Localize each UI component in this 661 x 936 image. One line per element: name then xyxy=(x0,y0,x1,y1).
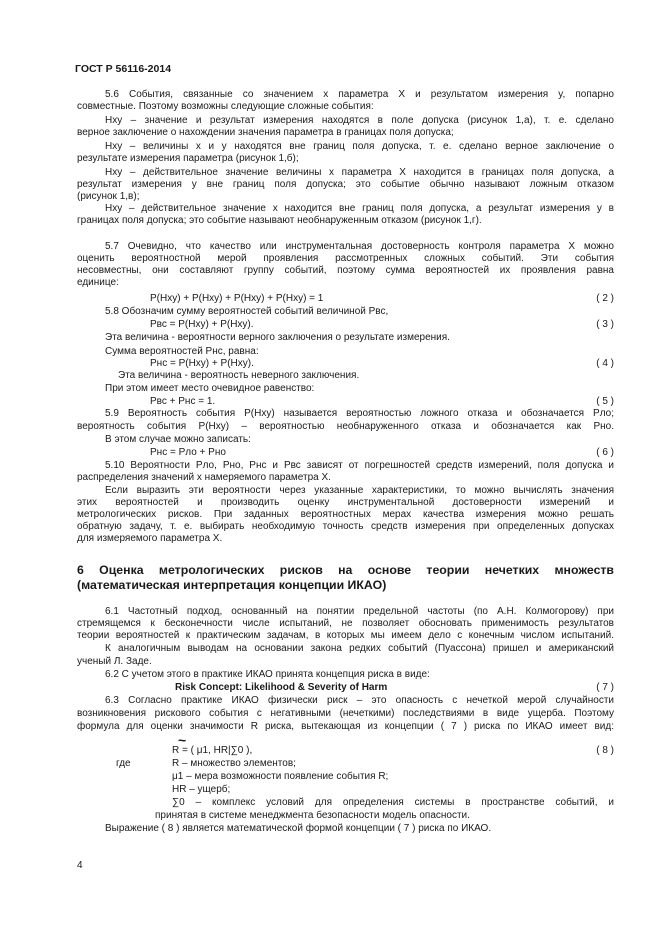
text-line: оценить вероятностной мерой проявления рассмотренных сложных событий. Эти события xyxy=(77,253,614,264)
text-line: (рисунок 1,в); xyxy=(77,191,140,202)
text-line: 5.8 Обозначим сумму вероятностей событий величиной Pвс, xyxy=(105,306,389,317)
text-line: 5.6 События, связанные со значением x параметра X и результатом измерения y, попарно xyxy=(105,89,614,100)
section-title: (математическая интерпретация концепции ИКАО) xyxy=(77,578,387,592)
text-line: В этом случае можно записать: xyxy=(105,434,251,445)
text-line: верное заключение о нахождении значения параметра в границах поля допуска; xyxy=(77,127,454,138)
formula-5: Pвс + Pнс = 1. xyxy=(150,396,216,407)
where-label: где xyxy=(116,758,131,769)
text-line: возникновения рискового события с негативными (нечеткими) последствиями в виде ущерба. Поэтому xyxy=(77,708,614,719)
text-line: Hxy – величины x и y находятся вне границ поля допуска, т. е. сделано верное заключение о xyxy=(105,141,614,152)
text-line: 6.3 Согласно практике ИКАО физически риск – это опасность с нечеткой мерой случайности xyxy=(105,695,614,706)
definition-line: ∑0 – комплекс условий для определения системы в пространстве событий, и xyxy=(172,797,614,808)
definition-line: μ1 – мера возможности появление события R; xyxy=(172,771,389,782)
text-line: формула для оценки значимости R риска, вытекающая из концепции ( 7 ) риска по ИКАО имеет вид: xyxy=(77,721,614,732)
text-line: Выражение ( 8 ) является математической формой концепции ( 7 ) риска по ИКАО. xyxy=(105,823,492,834)
formula-8: R = ( μ1, HR|∑0 ), xyxy=(172,745,253,756)
text-line: теории вероятностей к практическим задачам, в которых мы имеем дело с конечным числом испытаний. xyxy=(77,630,614,641)
formula-number: ( 4 ) xyxy=(596,358,614,369)
formula-number: ( 5 ) xyxy=(596,396,614,407)
text-line: метрологических рисков. При заданных вероятностных мерах качества измерения можно решать xyxy=(77,509,614,520)
formula-number: ( 3 ) xyxy=(596,319,614,330)
text-line: для измеряемого параметра X. xyxy=(77,533,223,544)
text-line: 5.9 Вероятность события P(Hxy) называется вероятностью ложного отказа и обозначается Pло; xyxy=(105,408,614,419)
text-line: 6.1 Частотный подход, основанный на понятии предельной частоты (по А.Н. Колмогорову) при xyxy=(105,606,614,617)
text-line: 5.10 Вероятности Pло, Pно, Pнс и Pвс зависят от погрешностей средств измерений, поля допуска и xyxy=(105,460,614,471)
text-line: Эта величина - вероятность неверного заключения. xyxy=(118,370,360,381)
text-line: несовместны, они составляют группу событий, поэтому сумма вероятностей их проявления равна xyxy=(77,265,614,276)
formula-6: Pнс = Pло + Pно xyxy=(150,447,226,458)
text-line: Сумма вероятностей Pнс, равна: xyxy=(105,346,259,357)
page-number: 4 xyxy=(77,860,83,871)
formula-number: ( 8 ) xyxy=(596,745,614,756)
text-line: единице: xyxy=(77,277,119,288)
text-line: результат измерения y вне границ поля допуска; это событие обычно называют ложным отказом xyxy=(77,179,614,190)
text-line: При этом имеет место очевидное равенство: xyxy=(105,383,315,394)
text-line: Hxy – значение и результат измерения находятся в поле допуска (рисунок 1,а), т. е. сделано xyxy=(105,115,614,126)
document-header: ГОСТ Р 56116-2014 xyxy=(75,63,172,75)
formula-2: P(Hxy) + P(Hxy) + P(Hxy) + P(Hxy) = 1 xyxy=(150,293,324,304)
text-line: К аналогичным выводам на основании закона редких событий (Пуассона) пришел и американский xyxy=(105,643,614,654)
text-line: Hxy – действительное значение величины x параметра X находится в границах поля допуска, а xyxy=(105,167,614,178)
text-line: Hxy – действительное значение x находится вне границ поля допуска, а результат измерения y в xyxy=(105,203,614,214)
tilde-mark: ~ xyxy=(178,732,187,748)
definition-line: HR – ущерб; xyxy=(172,784,231,795)
formula-3: Pвс = P(Hxy) + P(Hxy). xyxy=(150,319,254,330)
text-line: Если выразить эти вероятности через указанные характеристики, то можно вычислять значения xyxy=(105,485,614,496)
formula-7: Risk Concept: Likelihood & Severity of Harm xyxy=(175,682,388,693)
definition-line: принятая в системе менеджмента безопасности модель опасности. xyxy=(155,810,470,821)
section-title: 6 Оценка метрологических рисков на основе теории нечетких множеств xyxy=(77,563,614,577)
text-line: 6.2 С учетом этого в практике ИКАО принята концепция риска в виде: xyxy=(105,669,430,680)
text-line: 5.7 Очевидно, что качество или инструментальная достоверность контроля параметра X можно xyxy=(105,241,614,252)
formula-number: ( 2 ) xyxy=(596,293,614,304)
text-line: совместные. Поэтому возможны следующие сложные события: xyxy=(77,101,374,112)
definition-line: R – множество элементов; xyxy=(172,758,296,769)
formula-number: ( 6 ) xyxy=(596,447,614,458)
text-line: обратную задачу, т. е. выбирать необходимую точность средств измерения при определенных допусках xyxy=(77,521,614,532)
text-line: ученый Л. Заде. xyxy=(77,656,152,667)
text-line: этих вероятностей и производить оценку инструментальной достоверности измерений и xyxy=(77,497,614,508)
formula-number: ( 7 ) xyxy=(596,682,614,693)
formula-4: Pнс = P(Hxy) + P(Hxy). xyxy=(150,358,254,369)
text-line: стремящемся к бесконечности числе испытаний, не позволяет обосновать применимость результатов xyxy=(77,618,614,629)
text-line: распределения значений x намеряемого параметра X. xyxy=(77,472,331,483)
text-line: границах поля допуска; это событие называют необнаруженным отказом (рисунок 1,г). xyxy=(77,215,482,226)
text-line: результате измерения параметра (рисунок 1,б); xyxy=(77,153,299,164)
text-line: вероятность события P(Hxy) – вероятностью необнаруженного отказа и обозначается как Pно. xyxy=(77,421,614,432)
text-line: Эта величина - вероятности верного заключения о результате измерения. xyxy=(105,332,450,343)
